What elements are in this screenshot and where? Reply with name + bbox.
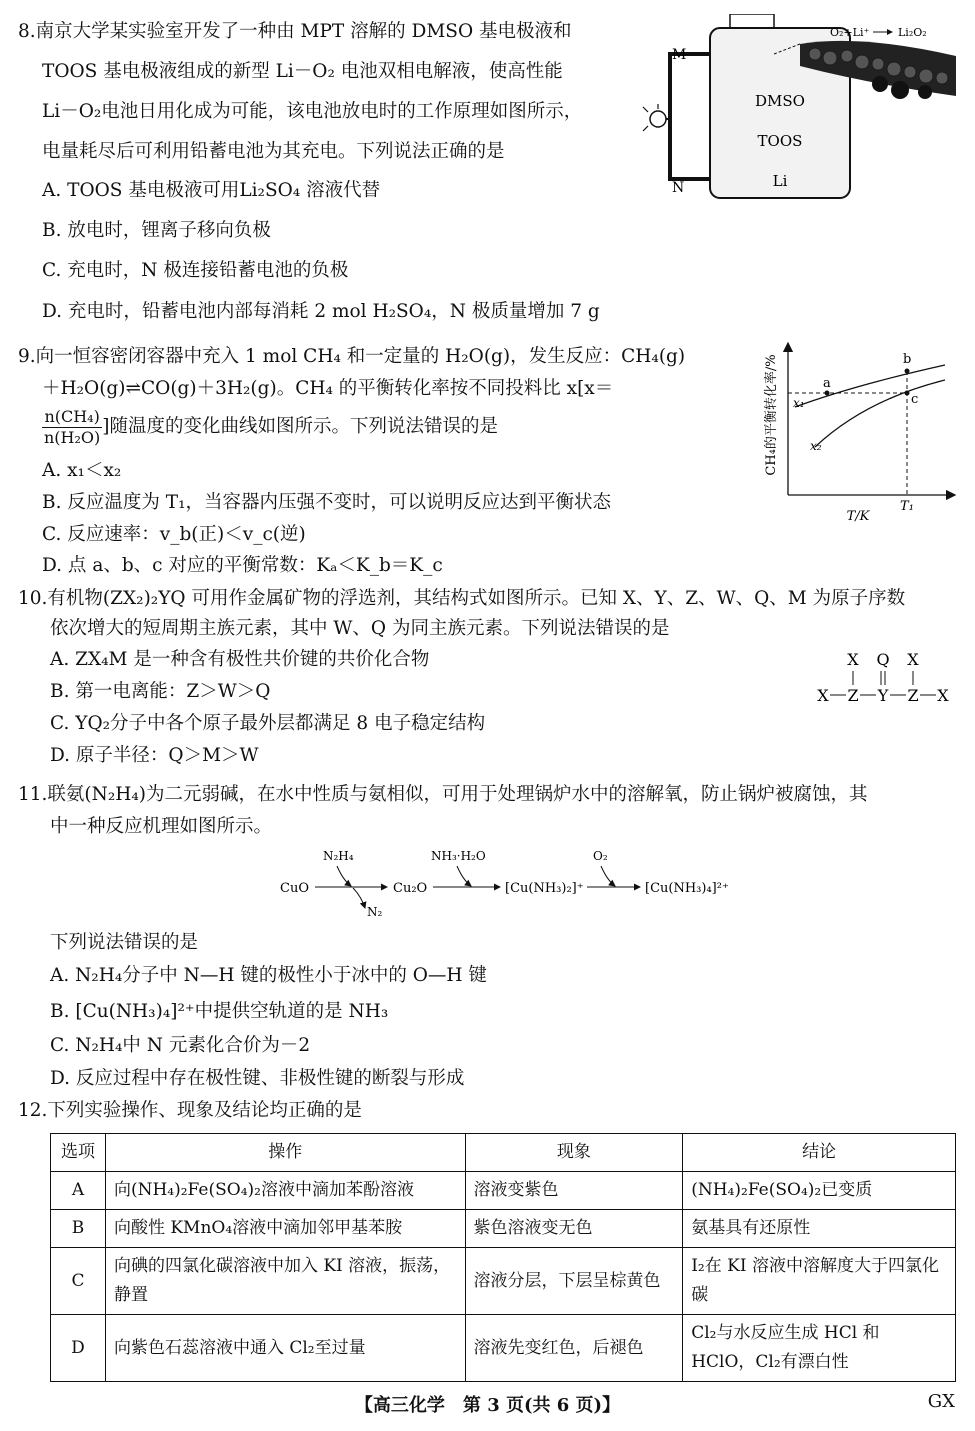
q11-mechanism-diagram bbox=[275, 842, 745, 922]
row-a-option: A bbox=[51, 1172, 106, 1210]
point-b-marker bbox=[905, 369, 910, 374]
struct-z-right: Z bbox=[907, 686, 919, 705]
header-operation: 操作 bbox=[105, 1134, 465, 1172]
x-axis-label: T/K bbox=[846, 509, 870, 524]
q9-option-d: D. 点 a、b、c 对应的平衡常数：Kₐ＜K_b＝K_c bbox=[42, 555, 443, 576]
q10-option-c: C. YQ₂分子中各个原子最外层都满足 8 电子稳定结构 bbox=[50, 713, 486, 734]
q10-line-2: 依次增大的短周期主族元素，其中 W、Q 为同主族元素。下列说法错误的是 bbox=[50, 618, 670, 639]
light-bulb-icon bbox=[650, 111, 666, 127]
mech-cu2o: Cu₂O bbox=[393, 881, 428, 896]
series-x1-label: x₁ bbox=[793, 396, 805, 410]
row-b-operation: 向酸性 KMnO₄溶液中滴加邻甲基苯胺 bbox=[105, 1210, 465, 1248]
q11-prompt: 下列说法错误的是 bbox=[50, 932, 199, 953]
q9-line-1: 9.向一恒容密闭容器中充入 1 mol CH₄ 和一定量的 H₂O(g)，发生反应：CH₄(g) bbox=[18, 346, 686, 367]
struct-y: Y bbox=[877, 686, 889, 705]
q11-option-d: D. 反应过程中存在极性键、非极性键的断裂与形成 bbox=[50, 1068, 465, 1089]
mech-complex1: [Cu(NH₃)₂]⁺ bbox=[505, 881, 584, 896]
ratio-fraction bbox=[42, 407, 102, 448]
q10-option-a: A. ZX₄M 是一种含有极性共价键的共价化合物 bbox=[50, 649, 430, 670]
q8-option-a: A. TOOS 基电极液可用Li₂SO₄ 溶液代替 bbox=[42, 180, 381, 201]
row-c-operation: 向碘的四氯化碳溶液中加入 KI 溶液，振荡，静置 bbox=[105, 1248, 465, 1315]
q9-option-c: C. 反应速率：v_b(正)＜v_c(逆) bbox=[42, 524, 306, 545]
table-header-row bbox=[51, 1134, 956, 1172]
q10-option-d: D. 原子半径：Q＞M＞W bbox=[50, 745, 259, 766]
toos-label: TOOS bbox=[757, 132, 803, 150]
q9-line-3 bbox=[42, 403, 498, 451]
header-option: 选项 bbox=[51, 1134, 106, 1172]
page-footer: 【高三化学 第 3 页(共 6 页)】 bbox=[354, 1395, 621, 1416]
row-d-phenomenon: 溶液先变红色，后褪色 bbox=[465, 1315, 683, 1382]
reaction-label: O₂+Li⁺ bbox=[830, 26, 870, 39]
mech-n2h4: N₂H₄ bbox=[323, 849, 354, 863]
q8-option-c: C. 充电时，N 极连接铅蓄电池的负极 bbox=[42, 260, 349, 281]
header-phenomenon: 现象 bbox=[465, 1134, 683, 1172]
struct-z-left: Z bbox=[847, 686, 859, 705]
q8-line-4: 电量耗尽后可利用铅蓄电池为其充电。下列说法正确的是 bbox=[42, 141, 505, 162]
point-b-label: b bbox=[903, 352, 912, 367]
q9-option-b: B. 反应温度为 T₁，当容器内压强不变时，可以说明反应达到平衡状态 bbox=[42, 492, 611, 513]
q11-option-a: A. N₂H₄分子中 N—H 键的极性小于冰中的 O—H 键 bbox=[50, 965, 487, 986]
q8-battery-figure bbox=[640, 14, 960, 204]
row-b-phenomenon: 紫色溶液变无色 bbox=[465, 1210, 683, 1248]
row-a-operation: 向(NH₄)₂Fe(SO₄)₂溶液中滴加苯酚溶液 bbox=[105, 1172, 465, 1210]
row-d-operation: 向紫色石蕊溶液中通入 Cl₂至过量 bbox=[105, 1315, 465, 1382]
q8-line-3: Li－O₂电池日用化成为可能，该电池放电时的工作原理如图所示， bbox=[42, 101, 583, 122]
point-a-label: a bbox=[823, 376, 831, 391]
row-d-conclusion: Cl₂与水反应生成 HCl 和 HClO，Cl₂有漂白性 bbox=[683, 1315, 956, 1382]
product-label: Li₂O₂ bbox=[898, 26, 927, 39]
mech-o2: O₂ bbox=[593, 849, 608, 863]
q11-option-c: C. N₂H₄中 N 元素化合价为－2 bbox=[50, 1035, 311, 1056]
q11-line-2: 中一种反应机理如图所示。 bbox=[50, 816, 273, 837]
q9-line-2: ＋H₂O(g)⇌CO(g)＋3H₂(g)。CH₄ 的平衡转化率按不同投料比 x[x＝ bbox=[42, 378, 614, 399]
point-c-marker bbox=[905, 391, 910, 396]
q9-line-3-tail: ]随温度的变化曲线如图所示。下列说法错误的是 bbox=[102, 416, 499, 437]
row-a-phenomenon: 溶液变紫色 bbox=[465, 1172, 683, 1210]
mech-complex2: [Cu(NH₃)₄]²⁺ bbox=[645, 881, 729, 896]
table-row bbox=[51, 1210, 956, 1248]
q12-line-1: 12.下列实验操作、现象及结论均正确的是 bbox=[18, 1100, 362, 1121]
point-a-marker bbox=[825, 391, 830, 396]
electrode-m-label: M bbox=[672, 47, 687, 63]
row-c-conclusion: I₂在 KI 溶液中溶解度大于四氯化碳 bbox=[683, 1248, 956, 1315]
q10-option-b: B. 第一电离能：Z＞W＞Q bbox=[50, 681, 271, 702]
x-tick-t1: T₁ bbox=[900, 499, 914, 514]
q9-option-a: A. x₁＜x₂ bbox=[42, 460, 122, 481]
mech-cuo: CuO bbox=[280, 881, 309, 896]
q12-experiment-table bbox=[50, 1133, 956, 1382]
struct-top-q: Q bbox=[876, 650, 890, 669]
struct-x-right: X bbox=[937, 686, 949, 705]
row-a-conclusion: (NH₄)₂Fe(SO₄)₂已变质 bbox=[683, 1172, 956, 1210]
curve-x2 bbox=[815, 380, 945, 447]
row-c-option: C bbox=[51, 1248, 106, 1315]
struct-top-x2: X bbox=[907, 650, 919, 669]
y-axis-label: CH₄的平衡转化率/% bbox=[764, 354, 779, 476]
bottle-cap bbox=[730, 14, 774, 28]
electrode-n-label: N bbox=[672, 180, 685, 196]
q8-line-1: 8.南京大学某实验室开发了一种由 MPT 溶解的 DMSO 基电极液和 bbox=[18, 21, 572, 42]
question-8-stem bbox=[18, 12, 658, 172]
li-label: Li bbox=[772, 172, 788, 190]
header-conclusion: 结论 bbox=[683, 1134, 956, 1172]
table-row bbox=[51, 1248, 956, 1315]
struct-top-x1: X bbox=[847, 650, 859, 669]
ratio-denominator: n(H₂O) bbox=[44, 427, 101, 447]
q8-line-2: TOOS 基电极液组成的新型 Li－O₂ 电池双相电解液，使高性能 bbox=[42, 61, 563, 82]
row-d-option: D bbox=[51, 1315, 106, 1382]
row-c-phenomenon: 溶液分层，下层呈棕黄色 bbox=[465, 1248, 683, 1315]
row-b-conclusion: 氨基具有还原性 bbox=[683, 1210, 956, 1248]
external-circuit-wire bbox=[670, 54, 710, 179]
mech-nh3h2o: NH₃·H₂O bbox=[431, 849, 486, 863]
ratio-numerator: n(CH₄) bbox=[42, 407, 102, 428]
q11-option-b: B. [Cu(NH₃)₄]²⁺中提供空轨道的是 NH₃ bbox=[50, 1001, 389, 1022]
series-x2-label: x₂ bbox=[810, 439, 822, 453]
q9-conversion-chart bbox=[755, 335, 970, 530]
q10-structure-formula bbox=[808, 645, 958, 715]
table-row bbox=[51, 1172, 956, 1210]
struct-x-left: X bbox=[817, 686, 829, 705]
table-row bbox=[51, 1315, 956, 1382]
q8-option-b: B. 放电时，锂离子移向负极 bbox=[42, 220, 271, 241]
dmso-label: DMSO bbox=[755, 92, 805, 110]
paper-code: GX bbox=[927, 1391, 955, 1412]
point-c-label: c bbox=[911, 392, 919, 407]
q10-line-1: 10.有机物(ZX₂)₂YQ 可用作金属矿物的浮选剂，其结构式如图所示。已知 X、Y、Z、W、Q、M 为原子序数 bbox=[18, 588, 906, 609]
q11-line-1: 11.联氨(N₂H₄)为二元弱碱，在水中性质与氨相似，可用于处理锅炉水中的溶解氧，防止锅炉被腐蚀，其 bbox=[18, 784, 868, 805]
row-b-option: B bbox=[51, 1210, 106, 1248]
q8-option-d: D. 充电时，铅蓄电池内部每消耗 2 mol H₂SO₄，N 极质量增加 7 g bbox=[42, 301, 600, 322]
mech-n2: N₂ bbox=[367, 905, 383, 919]
